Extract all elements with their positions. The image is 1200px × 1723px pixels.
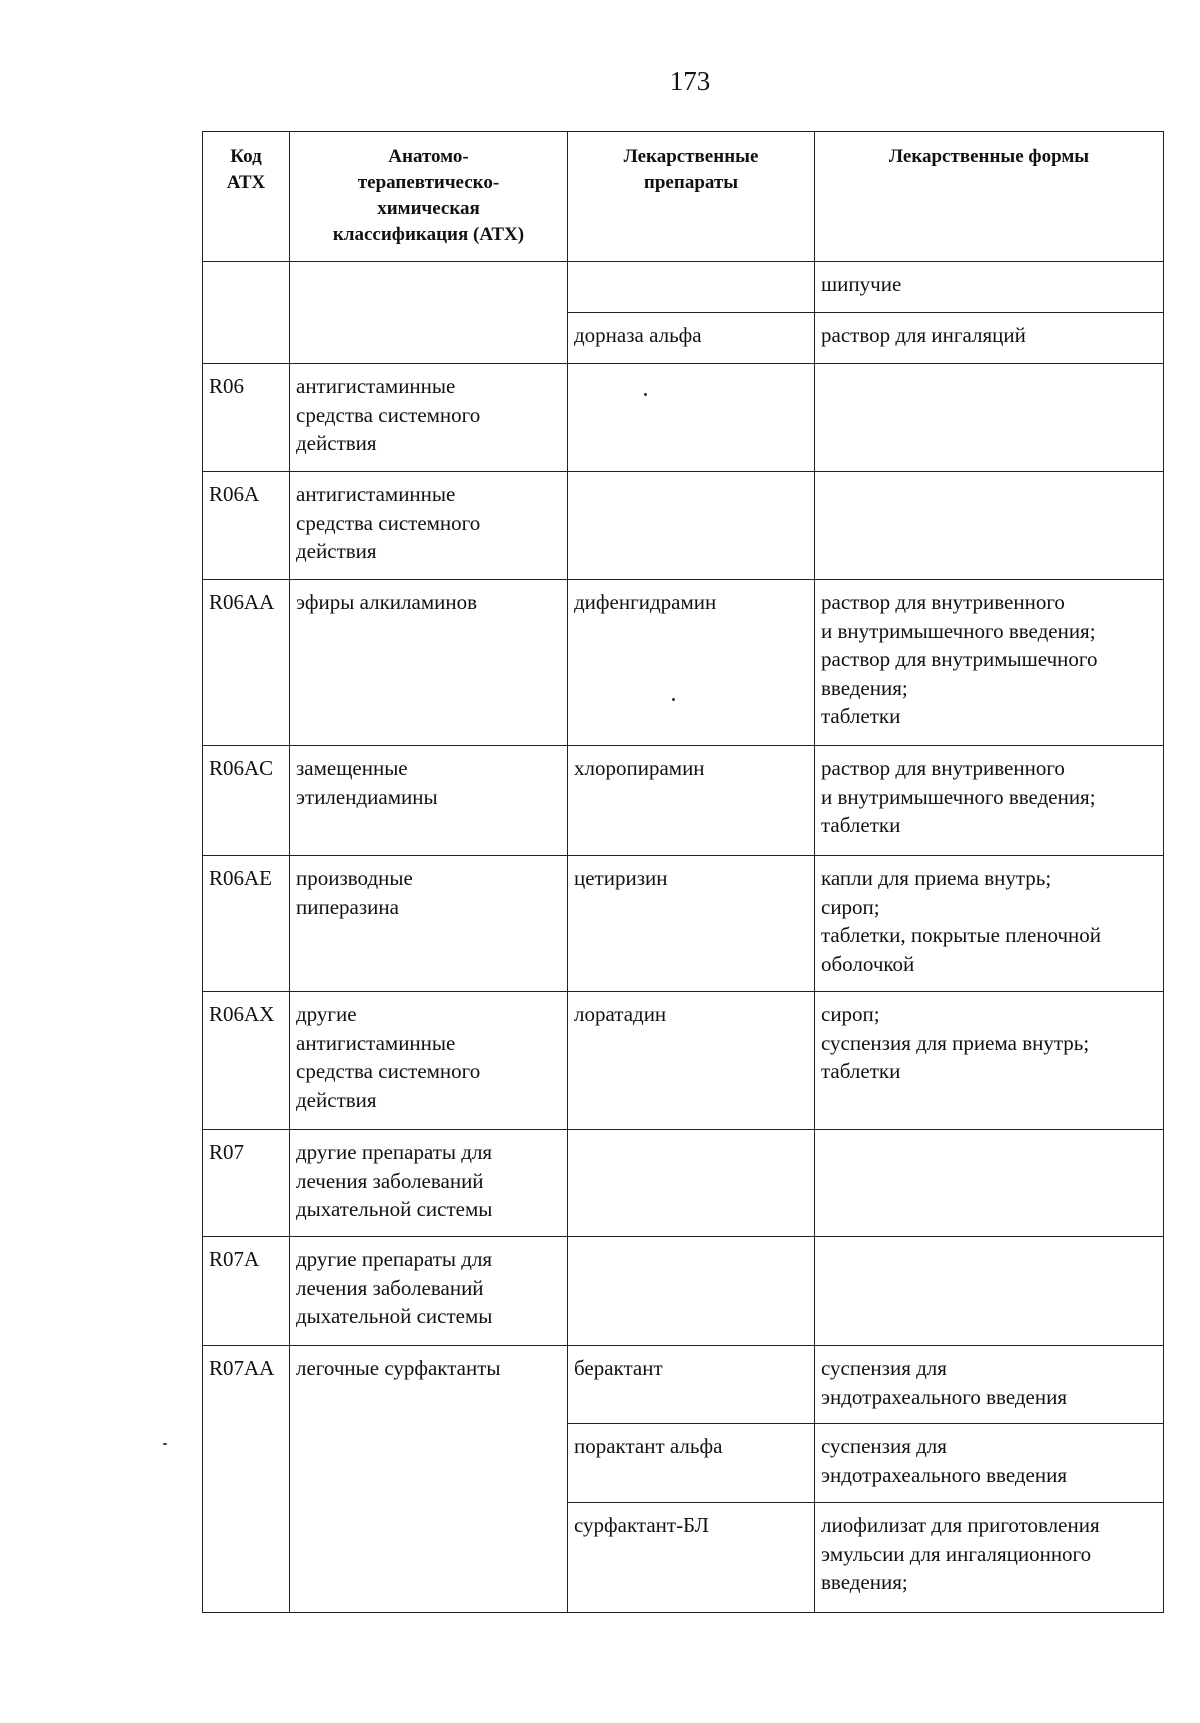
forms-cell: шипучие (815, 262, 1164, 313)
drug-cell: дифенгидрамин (568, 580, 815, 746)
classification-cell: другие препараты для лечения заболеваний дыхательной системы (290, 1130, 568, 1237)
forms-cell: суспензия для эндотрахеального введения (815, 1346, 1164, 1424)
table-row (203, 1237, 1164, 1346)
code-cell: R06AE (203, 856, 290, 992)
table-header-row (203, 132, 1164, 262)
forms-cell: лиофилизат для приготовления эмульсии для ингаляционного введения; (815, 1503, 1164, 1613)
drug-cell (568, 472, 815, 580)
code-cell: R06AX (203, 992, 290, 1130)
forms-cell: раствор для ингаляций (815, 313, 1164, 364)
drug-cell (568, 1237, 815, 1346)
drug-cell: лоратадин (568, 992, 815, 1130)
table-row (203, 1130, 1164, 1237)
classification-cell: замещенные этилендиамины (290, 746, 568, 856)
forms-cell: раствор для внутривенного и внутримышечного введения; раствор для внутримышечного введения; таблетки (815, 580, 1164, 746)
code-cell: R07A (203, 1237, 290, 1346)
classification-cell (290, 262, 568, 364)
table-row (203, 580, 1164, 746)
scan-speck (644, 393, 647, 396)
code-cell: R06A (203, 472, 290, 580)
forms-cell (815, 1237, 1164, 1346)
drug-cell (568, 262, 815, 313)
forms-cell: сироп; суспензия для приема внутрь; таблетки (815, 992, 1164, 1130)
classification-cell: производные пиперазина (290, 856, 568, 992)
table-row (203, 262, 1164, 313)
drug-cell: порактант альфа (568, 1424, 815, 1503)
table-row (203, 472, 1164, 580)
drug-cell (568, 1130, 815, 1237)
page-number: 173 (669, 66, 711, 96)
atx-table (202, 131, 1164, 1613)
code-cell: R06AA (203, 580, 290, 746)
classification-cell: эфиры алкиламинов (290, 580, 568, 746)
forms-cell (815, 472, 1164, 580)
header-classification: Анатомо- терапевтическо- химическая классификация (АТХ) (290, 132, 568, 262)
drug-cell: дорназа альфа (568, 313, 815, 364)
code-cell: R07 (203, 1130, 290, 1237)
code-cell: R06 (203, 364, 290, 472)
table-row (203, 364, 1164, 472)
code-cell (203, 262, 290, 364)
forms-cell: капли для приема внутрь; сироп; таблетки, покрытые пленочной оболочкой (815, 856, 1164, 992)
drug-cell: берактант (568, 1346, 815, 1424)
table-row (203, 992, 1164, 1130)
drug-cell: хлоропирамин (568, 746, 815, 856)
classification-cell: другие препараты для лечения заболеваний дыхательной системы (290, 1237, 568, 1346)
table-row (203, 746, 1164, 856)
drug-cell: сурфактант-БЛ (568, 1503, 815, 1613)
drug-cell (568, 364, 815, 472)
classification-cell: легочные сурфактанты (290, 1346, 568, 1613)
code-cell: R07AA (203, 1346, 290, 1613)
forms-cell: суспензия для эндотрахеального введения (815, 1424, 1164, 1503)
code-cell: R06AC (203, 746, 290, 856)
forms-cell (815, 364, 1164, 472)
drug-cell: цетиризин (568, 856, 815, 992)
header-code: Код АТХ (203, 132, 290, 262)
forms-cell: раствор для внутривенного и внутримышечного введения; таблетки (815, 746, 1164, 856)
table-row (203, 856, 1164, 992)
classification-cell: антигистаминные средства системного действия (290, 364, 568, 472)
classification-cell: другие антигистаминные средства системного действия (290, 992, 568, 1130)
forms-cell (815, 1130, 1164, 1237)
table-row (203, 1346, 1164, 1424)
header-forms: Лекарственные формы (815, 132, 1164, 262)
scan-speck (672, 698, 675, 701)
header-drugs: Лекарственные препараты (568, 132, 815, 262)
scan-speck (163, 1443, 167, 1445)
classification-cell: антигистаминные средства системного действия (290, 472, 568, 580)
